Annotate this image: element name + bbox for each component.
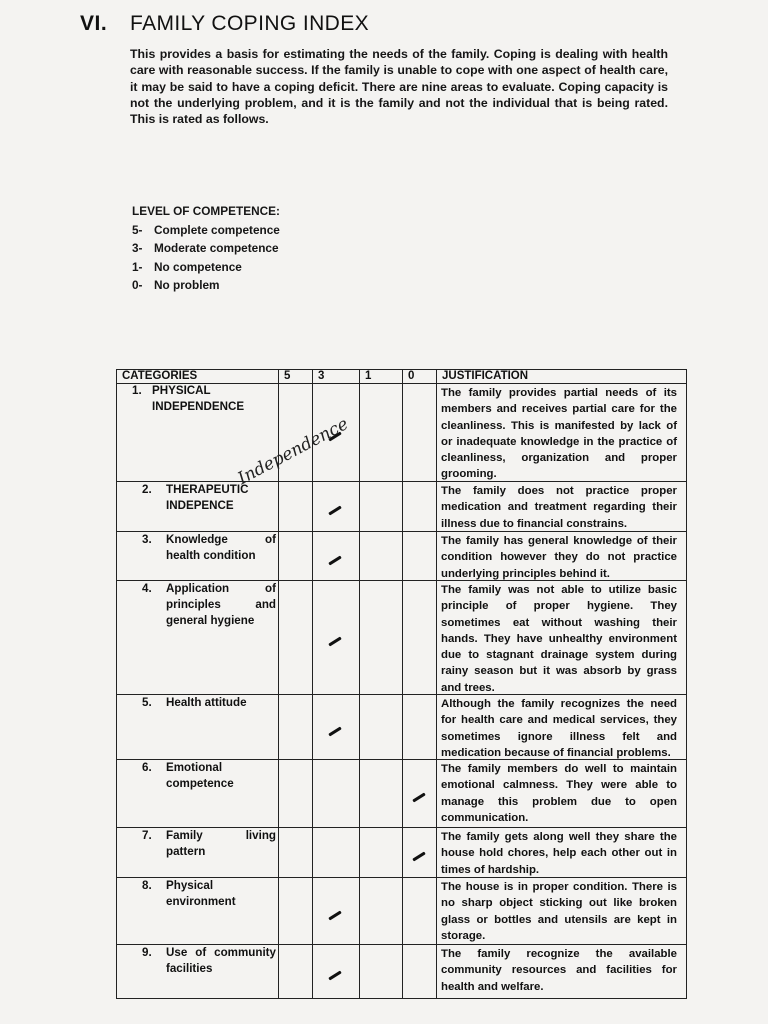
legend-key: 5- <box>132 222 143 237</box>
category-number: 7. <box>142 829 152 842</box>
category-number: 8. <box>142 879 152 892</box>
table-border <box>116 998 687 999</box>
coping-index-table <box>116 369 687 999</box>
table-border <box>686 369 687 999</box>
legend-heading: LEVEL OF COMPETENCE: <box>132 204 280 218</box>
justification-cell: The family was not able to utilize basic principle of proper hygiene. They sometimes eat without washing their hands. They have unhealthy environment due to stagnant drainage system during rainy season but it was absorb by grass and trees. <box>441 584 677 694</box>
category-label: Application of principles and general hygiene <box>166 582 276 628</box>
category-cell <box>142 760 276 792</box>
category-cell <box>142 828 276 860</box>
category-label: Physical environment <box>166 879 236 909</box>
legend-item <box>132 258 280 277</box>
competence-legend <box>132 202 280 295</box>
legend-label: No problem <box>154 278 220 293</box>
table-border <box>116 369 117 999</box>
category-cell <box>142 581 276 630</box>
rating-mark <box>328 637 341 647</box>
category-label: Use of community facilities <box>166 946 276 976</box>
justification-cell: The family provides partial needs of its members and receives partial care for the cleanliness. This is manifested by lack of or inadequate knowledge in the practice of cleanliness, organization and proper grooming. <box>441 387 677 481</box>
column-divider <box>359 369 360 999</box>
header-score-5: 5 <box>284 370 291 382</box>
justification-cell: The family members do well to maintain emotional calmness. They were able to manage this problem due to open communication. <box>441 763 677 824</box>
category-number: 1. <box>132 384 142 397</box>
category-label: Family living pattern <box>166 829 276 859</box>
header-justification: JUSTIFICATION <box>442 370 529 382</box>
rating-mark <box>412 793 425 803</box>
legend-label: Complete competence <box>154 222 280 237</box>
column-divider <box>312 369 313 999</box>
category-cell <box>142 945 276 977</box>
legend-key: 1- <box>132 259 143 274</box>
category-label: PHYSICAL INDEPENDENCE <box>152 384 245 414</box>
legend-label: No competence <box>154 259 242 274</box>
header-score-0: 0 <box>408 370 415 382</box>
handwritten-annotation: Independence <box>234 414 352 489</box>
rating-mark <box>328 910 341 920</box>
rating-mark <box>328 726 341 736</box>
justification-cell: The family has general knowledge of their condition however they do not practice underlying principles behind it. <box>441 535 677 580</box>
column-divider <box>402 369 403 999</box>
justification-cell: The family gets along well they share the house hold chores, help each other out in times of hardship. <box>441 831 677 876</box>
justification-cell: Although the family recognizes the need for health care and medical services, they sometimes ignore illness felt and medication because of financial problems. <box>441 698 677 759</box>
legend-item <box>132 276 280 295</box>
header-categories: CATEGORIES <box>122 370 198 382</box>
category-cell <box>142 532 276 564</box>
category-label: Knowledge of health condition <box>166 533 276 563</box>
legend-item <box>132 239 280 258</box>
legend-item <box>132 221 280 240</box>
category-cell <box>132 383 276 415</box>
category-number: 3. <box>142 533 152 546</box>
legend-key: 3- <box>132 241 143 256</box>
legend-label: Moderate competence <box>154 241 279 256</box>
category-cell <box>142 695 276 711</box>
category-number: 9. <box>142 946 152 959</box>
justification-cell: The house is in proper condition. There is no sharp object sticking out like broken glass or bottles and utensils are kept in storage. <box>441 881 677 942</box>
category-number: 4. <box>142 582 152 595</box>
legend-key: 0- <box>132 278 143 293</box>
rating-mark <box>328 971 341 981</box>
category-number: 6. <box>142 761 152 774</box>
category-cell <box>142 878 276 910</box>
column-divider <box>436 369 437 999</box>
intro-paragraph: This provides a basis for estimating the needs of the family. Coping is dealing with health care with reasonable success. If the family is unable to cope with one aspect of health care, it may be said to have a coping deficit. There are nine areas to evaluate. Coping capacity is not the underlying problem, and it is the family and not the individual that is being rated. This is rated as follows. <box>130 47 668 127</box>
rating-mark <box>328 555 341 565</box>
rating-mark <box>328 506 341 516</box>
rating-mark <box>412 852 425 862</box>
category-label: THERAPEUTIC INDEPENCE <box>166 483 249 513</box>
section-title: FAMILY COPING INDEX <box>130 12 370 35</box>
header-score-3: 3 <box>318 370 325 382</box>
category-label: Emotional competence <box>166 761 234 791</box>
table-border <box>116 369 687 370</box>
justification-cell: The family does not practice proper medication and treatment regarding their illness due to financial constrains. <box>441 485 677 530</box>
justification-cell: The family recognize the available community resources and facilities for health and welfare. <box>441 948 677 993</box>
header-score-1: 1 <box>365 370 372 382</box>
category-label: Health attitude <box>166 696 247 709</box>
category-number: 2. <box>142 483 152 496</box>
section-numeral: VI. <box>80 12 108 35</box>
category-number: 5. <box>142 696 152 709</box>
category-cell <box>142 482 276 514</box>
